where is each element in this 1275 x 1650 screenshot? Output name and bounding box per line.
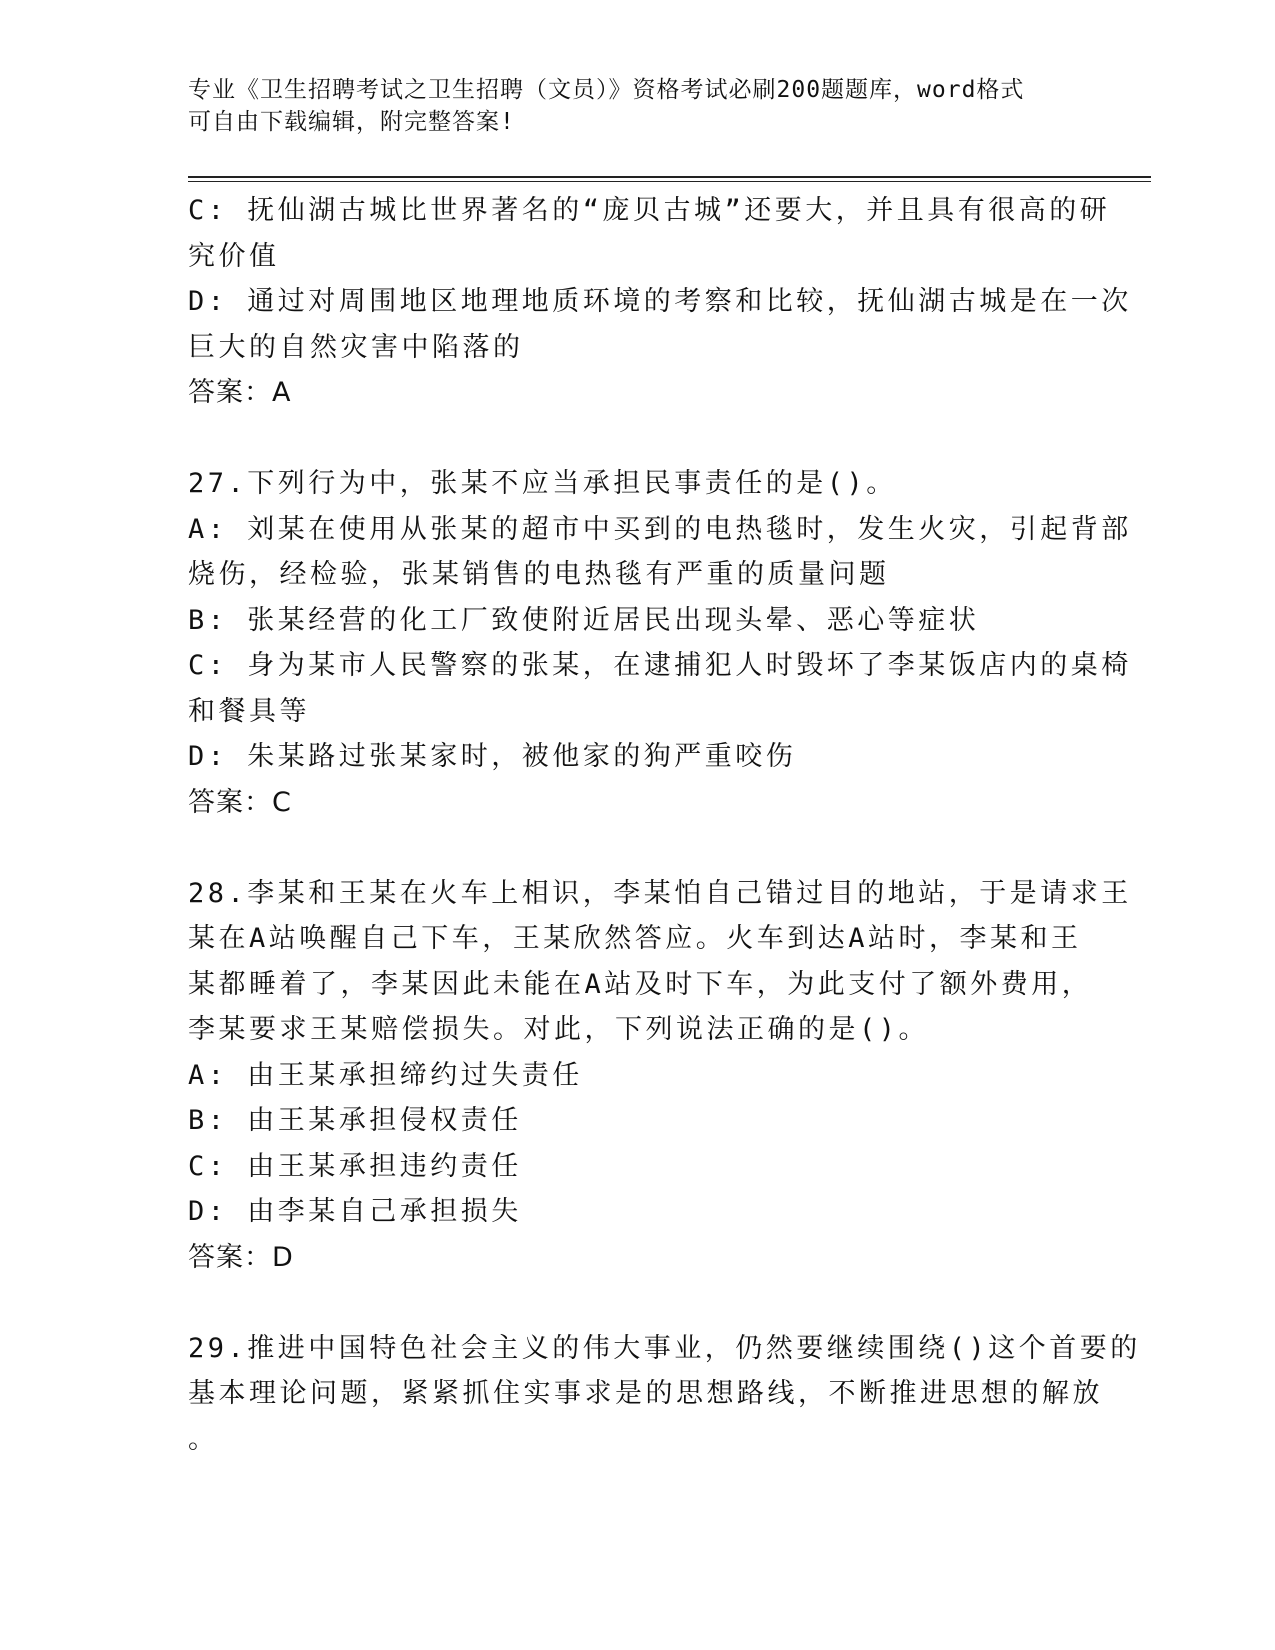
answer-line: 答案：D — [188, 1241, 294, 1273]
option-d: D: 朱某路过张某家时，被他家的狗严重咬伤 — [188, 741, 797, 772]
option-a: A: 由王某承担缔约过失责任 — [188, 1059, 583, 1091]
option-a-line-2: 烧伤，经检验，张某销售的电热毯有严重的质量问题 — [188, 559, 890, 590]
question-stem-line-1: 28.李某和王某在火车上相识，李某怕自己错过目的地站，于是请求王 — [188, 877, 1132, 909]
question-26-tail — [188, 188, 1132, 416]
question-stem-line-2: 某在A站唤醒自己下车，王某欣然答应。火车到达A站时，李某和王 — [188, 923, 1082, 954]
question-stem: 27.下列行为中，张某不应当承担民事责任的是()。 — [188, 468, 897, 499]
answer-line: 答案：C — [188, 786, 292, 818]
question-stem-line-1: 29.推进中国特色社会主义的伟大事业，仍然要继续围绕()这个首要的 — [188, 1332, 1141, 1364]
option-c-line-2: 和餐具等 — [188, 695, 310, 727]
option-d-line-1: D: 通过对周围地区地理地质环境的考察和比较，抚仙湖古城是在一次 — [188, 286, 1132, 317]
question-stem-line-3: 。 — [188, 1423, 219, 1455]
option-c: C: 由王某承担违约责任 — [188, 1150, 522, 1182]
spacer — [188, 1280, 1088, 1326]
option-c-line-1: C: 抚仙湖古城比世界著名的“庞贝古城”还要大，并且具有很高的研 — [188, 195, 1111, 226]
spacer — [188, 825, 1088, 871]
spacer — [188, 416, 1088, 462]
question-29 — [188, 1326, 1141, 1463]
option-b: B: 张某经营的化工厂致使附近居民出现头晕、恶心等症状 — [188, 604, 980, 636]
option-c-line-2: 究价值 — [188, 240, 280, 272]
header-divider-thin — [188, 181, 1151, 182]
header-divider-thick — [188, 176, 1151, 178]
question-stem-line-4: 李某要求王某赔偿损失。对此，下列说法正确的是()。 — [188, 1014, 930, 1045]
answer-line: 答案：A — [188, 377, 292, 408]
option-b: B: 由王某承担侵权责任 — [188, 1105, 522, 1136]
document-header — [188, 74, 1068, 138]
question-27 — [188, 461, 1132, 825]
option-d: D: 由李某自己承担损失 — [188, 1196, 522, 1227]
option-c-line-1: C: 身为某市人民警察的张某，在逮捕犯人时毁坏了李某饭店内的桌椅 — [188, 650, 1132, 681]
question-list — [188, 188, 1141, 1462]
question-stem-line-3: 某都睡着了，李某因此未能在A站及时下车，为此支付了额外费用， — [188, 968, 1093, 1000]
question-28 — [188, 871, 1132, 1281]
header-title-line-2: 可自由下载编辑，附完整答案! — [188, 109, 515, 135]
option-d-line-2: 巨大的自然灾害中陷落的 — [188, 331, 524, 363]
option-a-line-1: A: 刘某在使用从张某的超市中买到的电热毯时，发生火灾，引起背部 — [188, 513, 1132, 545]
header-title-line-1: 专业《卫生招聘考试之卫生招聘（文员）》资格考试必刷200题题库，word格式 — [188, 77, 1025, 103]
question-stem-line-2: 基本理论问题，紧紧抓住实事求是的思想路线，不断推进思想的解放 — [188, 1378, 1103, 1409]
